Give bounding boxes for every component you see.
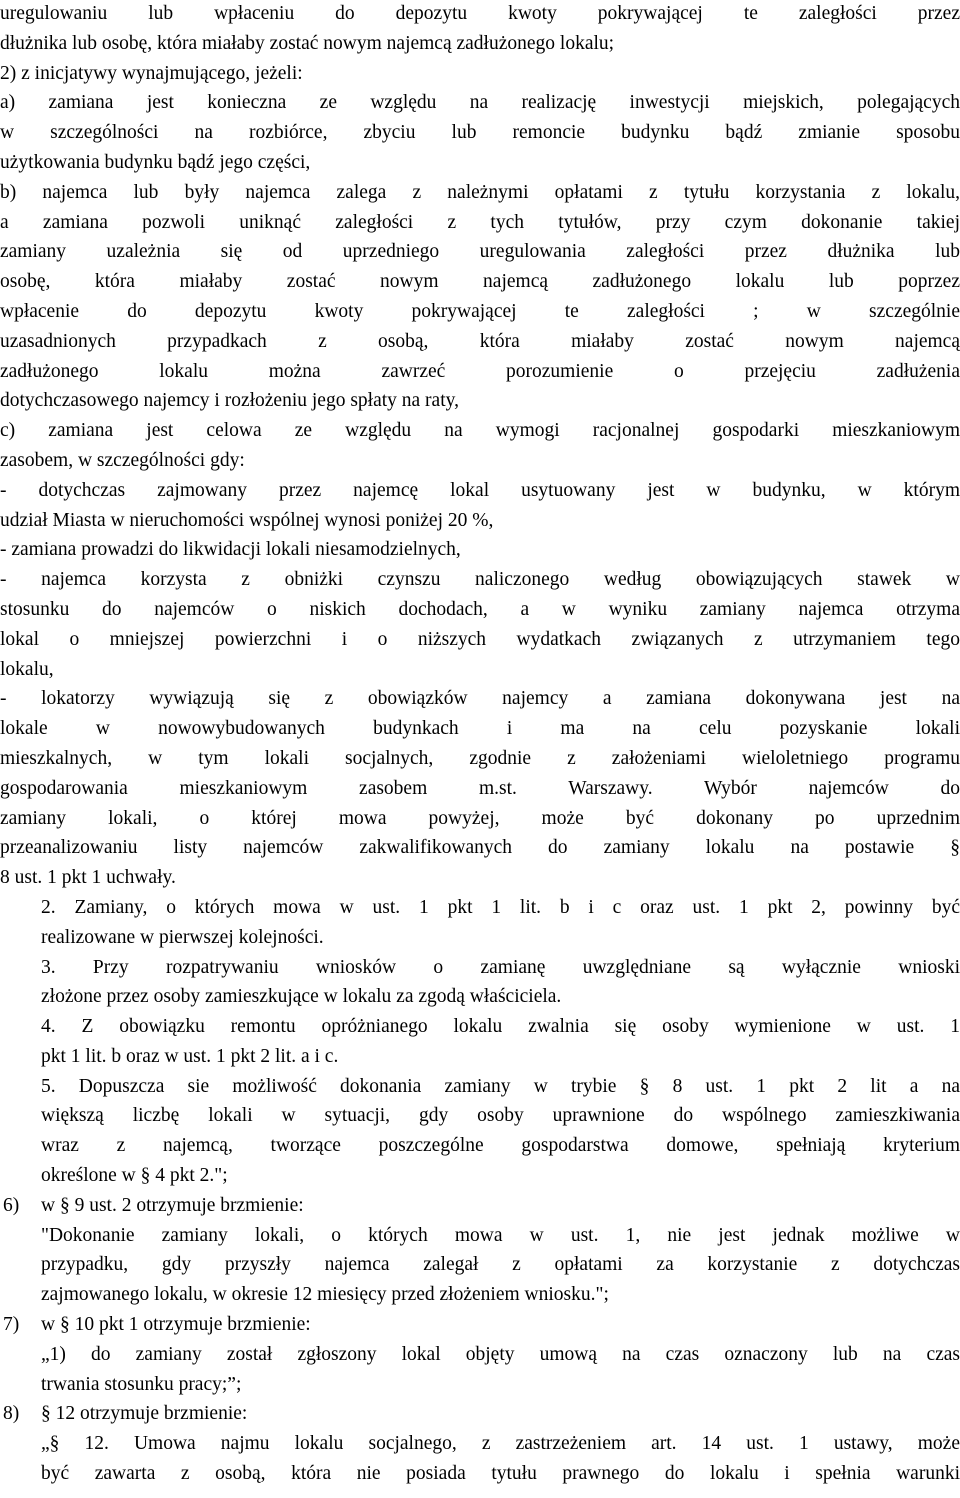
text-line: w § 9 ust. 2 otrzymuje brzmienie: bbox=[41, 1194, 304, 1216]
item-number: 8) bbox=[3, 1403, 20, 1425]
text-line: zajmowanego lokalu, w okresie 12 miesięcy przed złożeniem wniosku."; bbox=[41, 1284, 609, 1306]
text-line: w § 10 pkt 1 otrzymuje brzmienie: bbox=[41, 1314, 311, 1336]
text-line: zasobem, w szczególności gdy: bbox=[0, 449, 245, 471]
numbered-item bbox=[0, 1399, 960, 1488]
item-number: 7) bbox=[3, 1314, 20, 1336]
text-line: - zamiana prowadzi do likwidacji lokali niesamodzielnych, bbox=[0, 539, 461, 561]
text-line: uregulowaniu lub wpłaceniu do depozytu kwoty pokrywającej te zaległości przez bbox=[0, 3, 960, 24]
text-line: stosunku do najemców o niskich dochodach, a w wyniku zamiany najemca otrzyma bbox=[0, 598, 960, 620]
text-line: lokal o mniejszej powierzchni i o niższych wydatkach związanych z utrzymaniem tego bbox=[0, 628, 960, 650]
text-line: pkt 1 lit. b oraz w ust. 1 pkt 2 lit. a i c. bbox=[41, 1045, 339, 1067]
text-line: lokalu, bbox=[0, 658, 54, 680]
text-line: wpłacenie do depozytu kwoty pokrywającej te zaległości ; w szczególnie bbox=[0, 300, 960, 322]
text-line: 2) z inicjatywy wynajmującego, jeżeli: bbox=[0, 62, 303, 84]
text-line: osobę, która miałaby zostać nowym najemcą zadłużonego lokalu lub poprzez bbox=[0, 271, 960, 293]
text-line: „1) do zamiany został zgłoszony lokal objęty umową na czas oznaczony lub na czas bbox=[41, 1343, 960, 1365]
text-line: 4. Z obowiązku remontu opróżnianego lokalu zwalnia się osoby wymienione w ust. 1 bbox=[41, 1016, 960, 1038]
text-line: realizowane w pierwszej kolejności. bbox=[41, 926, 324, 948]
text-line: zamiany lokali, o której mowa powyżej, może być dokonany po uprzednim bbox=[0, 807, 960, 829]
text-line: 3. Przy rozpatrywaniu wniosków o zamianę uwzględniane są wyłącznie wnioski bbox=[41, 956, 960, 978]
text-line: 2. Zamiany, o których mowa w ust. 1 pkt 1 lit. b i c oraz ust. 1 pkt 2, powinny być bbox=[41, 896, 960, 918]
text-line: udział Miasta w nieruchomości wspólnej wynosi poniżej 20 %, bbox=[0, 509, 494, 531]
text-line: uzasadnionych przypadkach z osobą, która miałaby zostać nowym najemcą bbox=[0, 330, 960, 352]
text-line: przeanalizowaniu listy najemców zakwalifikowanych do zamiany lokalu na postawie § bbox=[0, 837, 960, 859]
text-line: „§ 12. Umowa najmu lokalu socjalnego, z zastrzeżeniem art. 14 ust. 1 ustawy, może bbox=[41, 1433, 960, 1455]
text-line: określone w § 4 pkt 2."; bbox=[41, 1165, 228, 1187]
text-line: c) zamiana jest celowa ze względu na wymogi racjonalnej gospodarki mieszkaniowym bbox=[0, 420, 960, 442]
text-block bbox=[0, 893, 960, 1191]
text-line: a) zamiana jest konieczna ze względu na realizację inwestycji miejskich, polegających bbox=[0, 92, 960, 114]
text-line: mieszkalnych, w tym lokali socjalnych, zgodnie z założeniami wieloletniego programu bbox=[0, 747, 960, 769]
text-line: § 12 otrzymuje brzmienie: bbox=[41, 1403, 248, 1425]
text-line: wraz z najemcą, tworzące poszczególne gospodarstwa domowe, spełniają kryterium bbox=[41, 1135, 960, 1157]
text-line: - najemca korzysta z obniżki czynszu naliczonego według obowiązujących stawek w bbox=[0, 569, 960, 591]
text-line: "Dokonanie zamiany lokali, o których mowa w ust. 1, nie jest jednak możliwe w bbox=[41, 1224, 960, 1246]
text-line: b) najemca lub były najemca zalega z należnymi opłatami z tytułu korzystania z lokalu, bbox=[0, 181, 960, 203]
text-line: - lokatorzy wywiązują się z obowiązków najemcy a zamiana dokonywana jest na bbox=[0, 688, 960, 710]
text-line: w szczególności na rozbiórce, zbyciu lub remoncie budynku bądź zmianie sposobu bbox=[0, 122, 960, 144]
text-line: 8 ust. 1 pkt 1 uchwały. bbox=[0, 867, 176, 889]
text-line: większą liczbę lokali w sytuacji, gdy osoby uprawnione do wspólnego zamieszkiwania bbox=[41, 1105, 960, 1127]
text-line: zamiany uzależnia się od uprzedniego uregulowania zaległości przez dłużnika lub bbox=[0, 241, 960, 263]
text-line: złożone przez osoby zamieszkujące w lokalu za zgodą właściciela. bbox=[41, 986, 562, 1008]
text-line: dłużnika lub osobę, która miałaby zostać nowym najemcą zadłużonego lokalu; bbox=[0, 32, 615, 54]
text-line: być zawarta z osobą, która nie posiada tytułu prawnego do lokalu i spełnia warunki bbox=[41, 1463, 960, 1485]
text-line: zadłużonego lokalu można zawrzeć porozumienie o przejęciu zadłużenia bbox=[0, 360, 960, 382]
text-line: użytkowania budynku bądź jego części, bbox=[0, 151, 311, 173]
text-line: trwania stosunku pracy;”; bbox=[41, 1373, 242, 1395]
text-line: przypadku, gdy przyszły najemca zalegał z opłatami za korzystanie z dotychczas bbox=[41, 1254, 960, 1276]
text-line: 5. Dopuszcza sie możliwość dokonania zamiany w trybie § 8 ust. 1 pkt 2 lit a na bbox=[41, 1075, 960, 1097]
numbered-item bbox=[0, 1191, 960, 1310]
text-line: lokale w nowowybudowanych budynkach i ma na celu pozyskanie lokali bbox=[0, 718, 960, 740]
text-line: - dotychczas zajmowany przez najemcę lokal usytuowany jest w budynku, w którym bbox=[0, 479, 960, 501]
text-line: dotychczasowego najemcy i rozłożeniu jego spłaty na raty, bbox=[0, 390, 459, 412]
text-line: a zamiana pozwoli uniknąć zaległości z tych tytułów, przy czym dokonanie takiej bbox=[0, 211, 960, 233]
text-line: gospodarowania mieszkaniowym zasobem m.st. Warszawy. Wybór najemców do bbox=[0, 777, 960, 799]
item-number: 6) bbox=[3, 1194, 20, 1216]
numbered-item bbox=[0, 1310, 960, 1399]
